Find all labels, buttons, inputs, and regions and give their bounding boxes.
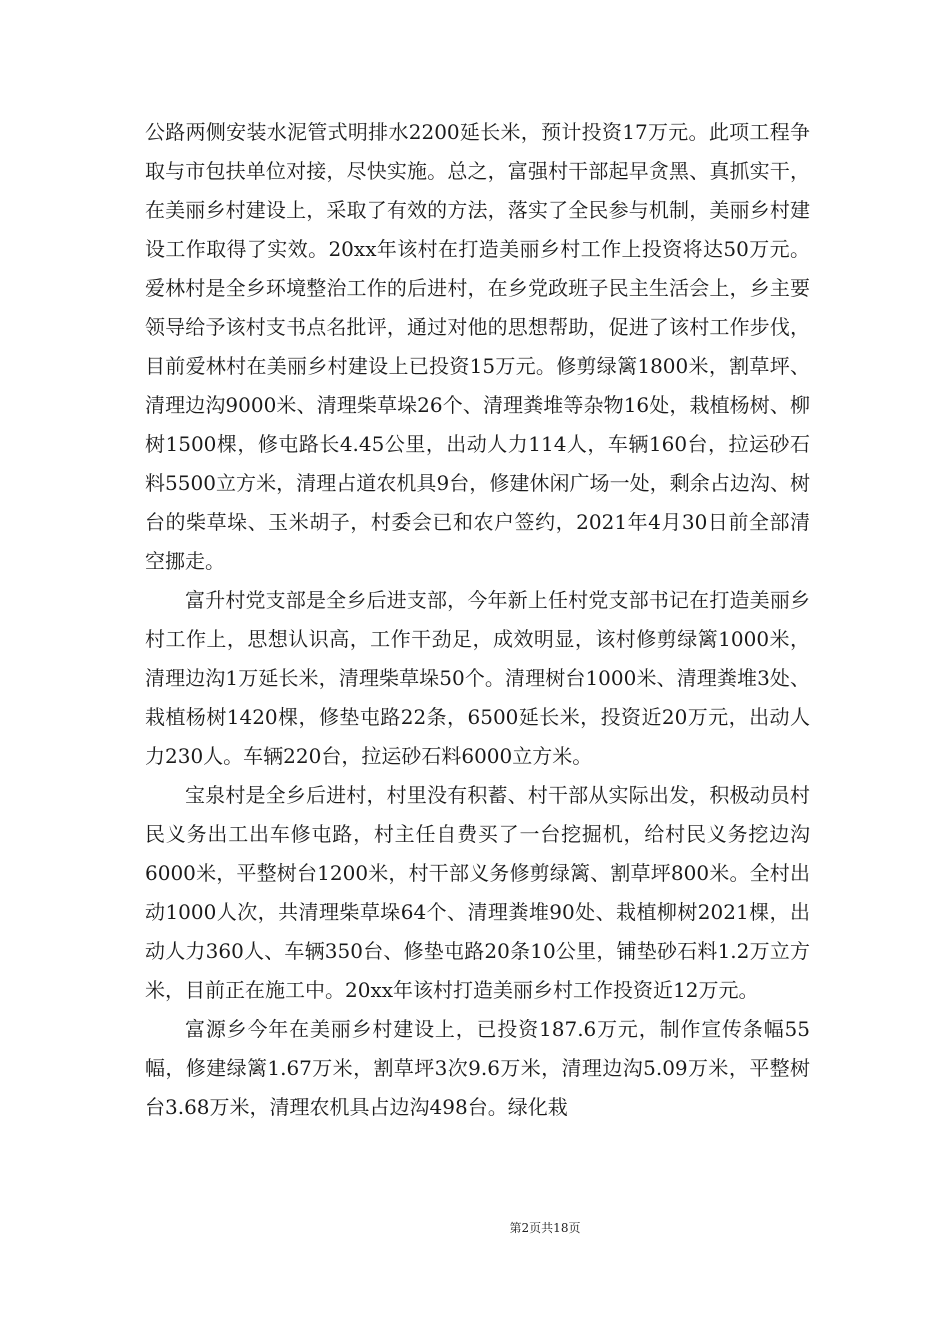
- paragraph-4: 富源乡今年在美丽乡村建设上，已投资187.6万元，制作宣传条幅55幅，修建绿篱1.67万米，割草坪3次9.6万米，清理边沟5.09万米，平整树台3.68万米，清理农机具占边沟498台。绿化栽: [145, 1017, 810, 1119]
- paragraph-2: 富升村党支部是全乡后进支部，今年新上任村党支部书记在打造美丽乡村工作上，思想认识高，工作干劲足，成效明显，该村修剪绿篱1000米，清理边沟1万延长米，清理柴草垛50个。清理树台1000米、清理粪堆3处、栽植杨树1420棵，修垫屯路22条，6500延长米，投资近20万元，出动人力230人。车辆220台，拉运砂石料6000立方米。: [145, 588, 810, 768]
- page-number-footer: 第2页共18页: [509, 1221, 581, 1235]
- paragraph-1: 公路两侧安装水泥管式明排水2200延长米，预计投资17万元。此项工程争取与市包扶单位对接，尽快实施。总之，富强村干部起早贪黑、真抓实干，在美丽乡村建设上，采取了有效的方法，落实了全民参与机制，美丽乡村建设工作取得了实效。20xx年该村在打造美丽乡村工作上投资将达50万元。爱林村是全乡环境整治工作的后进村，在乡党政班子民主生活会上，乡主要领导给予该村支书点名批评，通过对他的思想帮助，促进了该村工作步伐，目前爱林村在美丽乡村建设上已投资15万元。修剪绿篱1800米，割草坪、清理边沟9000米、清理柴草垛26个、清理粪堆等杂物16处，栽植杨树、柳树1500棵，修屯路长4.45公里，出动人力114人，车辆160台，拉运砂石料5500立方米，清理占道农机具9台，修建休闲广场一处，剩余占边沟、树台的柴草垛、玉米胡子，村委会已和农户签约，2021年4月30日前全部清空挪走。: [145, 120, 810, 573]
- paragraph-3: 宝泉村是全乡后进村，村里没有积蓄、村干部从实际出发，积极动员村民义务出工出车修屯路，村主任自费买了一台挖掘机，给村民义务挖边沟6000米，平整树台1200米，村干部义务修剪绿篱、割草坪800米。全村出动1000人次，共清理柴草垛64个、清理粪堆90处、栽植柳树2021棵，出动人力360人、车辆350台、修垫屯路20条10公里，铺垫砂石料1.2万立方米，目前正在施工中。20xx年该村打造美丽乡村工作投资近12万元。: [145, 783, 810, 1002]
- body-text: [145, 113, 810, 1127]
